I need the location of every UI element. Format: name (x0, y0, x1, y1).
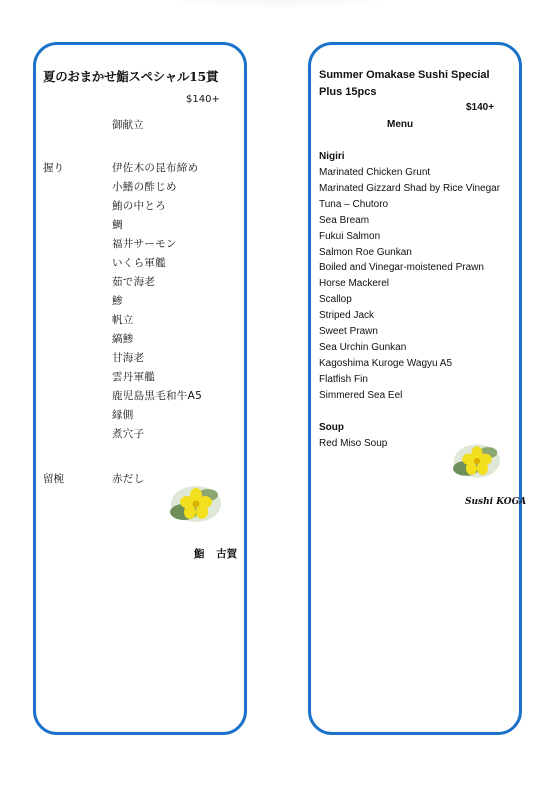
en-nigiri-item: Sweet Prawn (319, 326, 378, 337)
jp-nigiri-label: 握り (43, 162, 64, 174)
en-nigiri-item: Striped Jack (319, 310, 375, 322)
en-price: $140+ (466, 102, 495, 113)
jp-soup-item: 赤だし (112, 473, 145, 485)
jp-signature: 鮨 古賀 (194, 548, 238, 560)
jp-nigiri-item: 福井サーモン (112, 238, 177, 250)
jp-menu-label: 御献立 (112, 119, 144, 131)
en-nigiri-item: Boiled and Vinegar-moistened Prawn (319, 262, 484, 274)
jp-nigiri-item: 鯛 (112, 219, 123, 231)
en-nigiri-item: Scallop (319, 294, 352, 306)
en-nigiri-item: Fukui Salmon (319, 230, 381, 242)
en-nigiri-item: Tuna – Chutoro (319, 198, 389, 210)
cucumber-flower-icon (170, 485, 222, 523)
en-nigiri-label: Nigiri (319, 151, 345, 162)
en-soup-label: Soup (319, 422, 344, 433)
jp-menu-title: 夏のおまかせ鮨スペシャル15貫 (43, 69, 219, 84)
jp-soup-label: 留椀 (43, 473, 64, 485)
jp-nigiri-item: 小鰭の酢じめ (112, 181, 177, 193)
jp-nigiri-item: 鮪の中とろ (112, 200, 166, 212)
jp-nigiri-item: 鹿児島黒毛和牛A5 (112, 390, 203, 402)
jp-nigiri-item: 雲丹軍艦 (112, 371, 156, 383)
en-nigiri-item: Kagoshima Kuroge Wagyu A5 (319, 357, 453, 369)
en-nigiri-item: Marinated Chicken Grunt (319, 167, 431, 178)
cucumber-flower-icon (453, 443, 501, 479)
jp-price: $140+ (186, 94, 220, 105)
jp-nigiri-item: 縁側 (112, 409, 134, 421)
en-signature: Sushi KOGA (465, 497, 527, 507)
jp-nigiri-item: いくら軍艦 (112, 257, 166, 269)
jp-nigiri-item: 茹で海老 (112, 276, 156, 288)
en-soup-item: Red Miso Soup (319, 438, 388, 449)
jp-nigiri-item: 帆立 (112, 314, 134, 326)
en-menu-title: Summer Omakase Sushi Special Plus 15pcs (319, 69, 490, 98)
en-nigiri-item: Sea Bream (319, 214, 370, 226)
en-nigiri-item: Simmered Sea Eel (319, 389, 403, 401)
jp-nigiri-item: 鯵 (112, 295, 123, 307)
jp-nigiri-item: 煮穴子 (112, 428, 145, 440)
en-nigiri-item: Flatfish Fin (319, 373, 368, 385)
jp-nigiri-item: 縞鯵 (112, 333, 134, 345)
en-nigiri-item: Sea Urchin Gunkan (319, 341, 407, 353)
top-shadow (140, 0, 420, 10)
en-nigiri-item: Salmon Roe Gunkan (319, 246, 412, 258)
jp-nigiri-item: 甘海老 (112, 352, 145, 364)
english-menu-card (308, 42, 527, 735)
japanese-menu-card (33, 42, 247, 735)
en-menu-label: Menu (387, 119, 414, 130)
jp-nigiri-item: 伊佐木の昆布締め (112, 162, 199, 174)
en-nigiri-item: Marinated Gizzard Shad by Rice Vinegar (319, 182, 501, 194)
en-nigiri-item: Horse Mackerel (319, 278, 390, 290)
